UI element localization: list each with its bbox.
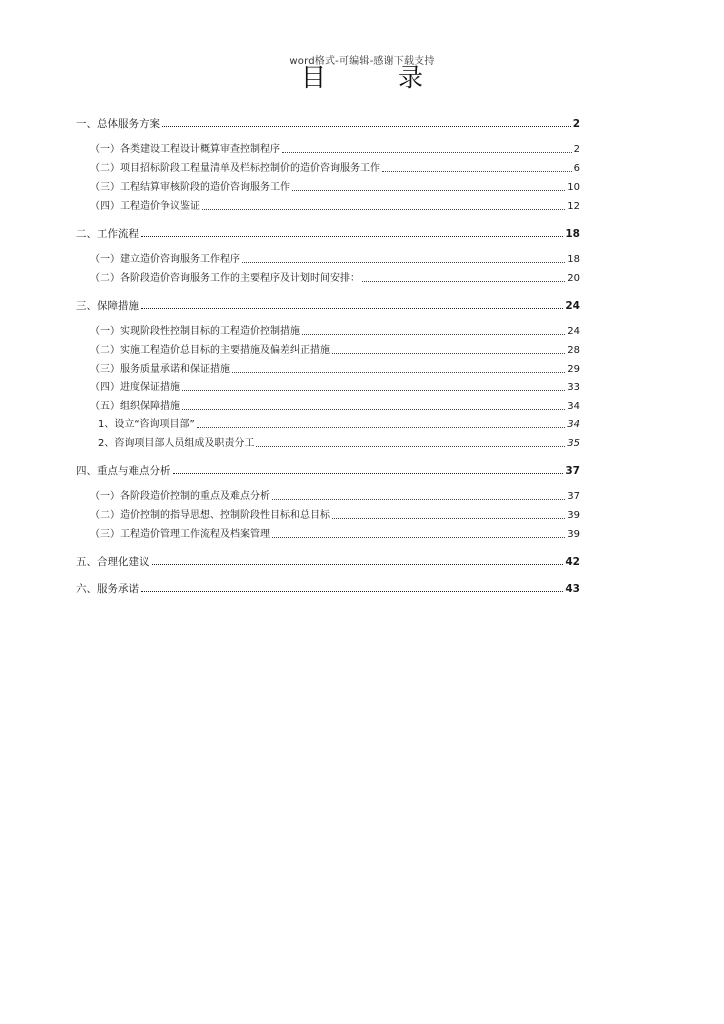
toc-dot-leader [141, 236, 563, 237]
toc-dot-leader [272, 499, 565, 500]
toc-entry-label: 三、保障措施 [76, 300, 139, 312]
toc-entry-section-1-1[interactable] [90, 138, 580, 156]
toc-dot-leader [173, 473, 564, 474]
toc-entry-section-3-1[interactable] [90, 320, 580, 338]
toc-page-number: 33 [567, 382, 580, 393]
toc-entry-section-4-2[interactable] [90, 504, 580, 522]
toc-entry-section-2[interactable] [76, 222, 580, 240]
toc-page-number: 6 [573, 163, 580, 174]
toc-entry-label: （四）进度保证措施 [90, 382, 180, 393]
toc-entry-section-3-2[interactable] [90, 339, 580, 357]
toc-page-number: 28 [567, 345, 580, 356]
toc-entry-label: （二）实施工程造价总目标的主要措施及偏差纠正措施 [90, 345, 330, 356]
header-watermark-text: word格式-可编辑-感谢下载支持 [289, 56, 435, 67]
toc-entry-label: （三）工程结算审核阶段的造价咨询服务工作 [90, 182, 290, 193]
toc-dot-leader [282, 152, 572, 153]
toc-entry-label: 六、服务承诺 [76, 583, 139, 595]
toc-entry-label: （一）建立造价咨询服务工作程序 [90, 254, 240, 265]
toc-entry-section-6[interactable] [76, 577, 580, 595]
toc-entry-section-3-5-1[interactable] [98, 413, 580, 431]
toc-page-number: 18 [565, 228, 580, 240]
toc-entry-section-1-3[interactable] [90, 176, 580, 194]
toc-entry-label: 1、设立“咨询项目部” [98, 419, 195, 430]
toc-dot-leader [242, 262, 565, 263]
toc-page-number: 24 [567, 326, 580, 337]
toc-page-number: 34 [567, 401, 580, 412]
toc-dot-leader [302, 334, 565, 335]
toc-page-number: 20 [567, 273, 580, 284]
toc-page-number: 42 [565, 556, 580, 568]
toc-entry-section-3-3[interactable] [90, 358, 580, 376]
toc-page-number: 37 [567, 491, 580, 502]
toc-dot-leader [182, 409, 565, 410]
toc-entry-label: （一）各阶段造价控制的重点及难点分析 [90, 491, 270, 502]
toc-page-number: 34 [567, 419, 580, 430]
toc-page-number: 2 [572, 118, 580, 130]
toc-dot-leader [232, 372, 565, 373]
toc-dot-leader [382, 171, 572, 172]
toc-page-number: 39 [567, 510, 580, 521]
toc-entry-label: （三）服务质量承诺和保证措施 [90, 364, 230, 375]
toc-entry-section-4[interactable] [76, 459, 580, 477]
toc-page-number: 12 [567, 201, 580, 212]
toc-dot-leader [332, 353, 565, 354]
toc-page-number: 2 [573, 144, 580, 155]
toc-entry-label: （一）各类建设工程设计概算审查控制程序 [90, 144, 280, 155]
toc-entry-label: （二）各阶段造价咨询服务工作的主要程序及计划时间安排： [90, 273, 360, 284]
page-title-char-1: 目 [301, 63, 327, 92]
toc-entry-section-4-3[interactable] [90, 523, 580, 541]
toc-entry-label: （二）造价控制的指导思想、控制阶段性目标和总目标 [90, 510, 330, 521]
toc-dot-leader [197, 427, 566, 428]
toc-entry-label: （三）工程造价管理工作流程及档案管理 [90, 529, 270, 540]
page-title-char-2: 录 [397, 63, 423, 92]
toc-page-number: 24 [565, 300, 580, 312]
toc-dot-leader [272, 537, 565, 538]
toc-page-number: 10 [567, 182, 580, 193]
toc-entry-label: （一）实现阶段性控制目标的工程造价控制措施 [90, 326, 300, 337]
toc-entry-section-1-4[interactable] [90, 195, 580, 213]
toc-entry-label: 一、总体服务方案 [76, 118, 160, 130]
toc-page-number: 35 [567, 438, 580, 449]
toc-entry-section-3-5[interactable] [90, 395, 580, 413]
toc-entry-section-1[interactable] [76, 112, 580, 130]
toc-entry-section-2-2[interactable] [90, 267, 580, 285]
toc-dot-leader [152, 564, 564, 565]
toc-page-number: 18 [567, 254, 580, 265]
toc-entry-section-3[interactable] [76, 294, 580, 312]
toc-entry-section-2-1[interactable] [90, 248, 580, 266]
toc-entry-label: （四）工程造价争议鉴证 [90, 201, 200, 212]
toc-dot-leader [362, 281, 565, 282]
toc-entry-section-1-2[interactable] [90, 157, 580, 175]
toc-entry-section-3-5-2[interactable] [98, 432, 580, 450]
toc-entry-section-4-1[interactable] [90, 485, 580, 503]
toc-entry-label: 四、重点与难点分析 [76, 465, 171, 477]
toc-page-number: 39 [567, 529, 580, 540]
toc-entry-label: 2、咨询项目部人员组成及职责分工 [98, 438, 255, 449]
toc-dot-leader [256, 446, 565, 447]
toc-dot-leader [141, 308, 563, 309]
toc-entry-section-5[interactable] [76, 550, 580, 568]
toc-entry-label: 二、工作流程 [76, 228, 139, 240]
toc-page-number: 43 [565, 583, 580, 595]
toc-page-number: 29 [567, 364, 580, 375]
toc-dot-leader [162, 126, 571, 127]
toc-entry-label: 五、合理化建议 [76, 556, 150, 568]
toc-dot-leader [182, 390, 565, 391]
toc-dot-leader [292, 190, 565, 191]
toc-dot-leader [202, 209, 565, 210]
toc-dot-leader [332, 518, 565, 519]
toc-page-number: 37 [565, 465, 580, 477]
toc-entry-label: （五）组织保障措施 [90, 401, 180, 412]
toc-dot-leader [141, 591, 563, 592]
toc-entry-section-3-4[interactable] [90, 376, 580, 394]
toc-entry-label: （二）项目招标阶段工程量清单及栏标控制价的造价咨询服务工作 [90, 163, 380, 174]
